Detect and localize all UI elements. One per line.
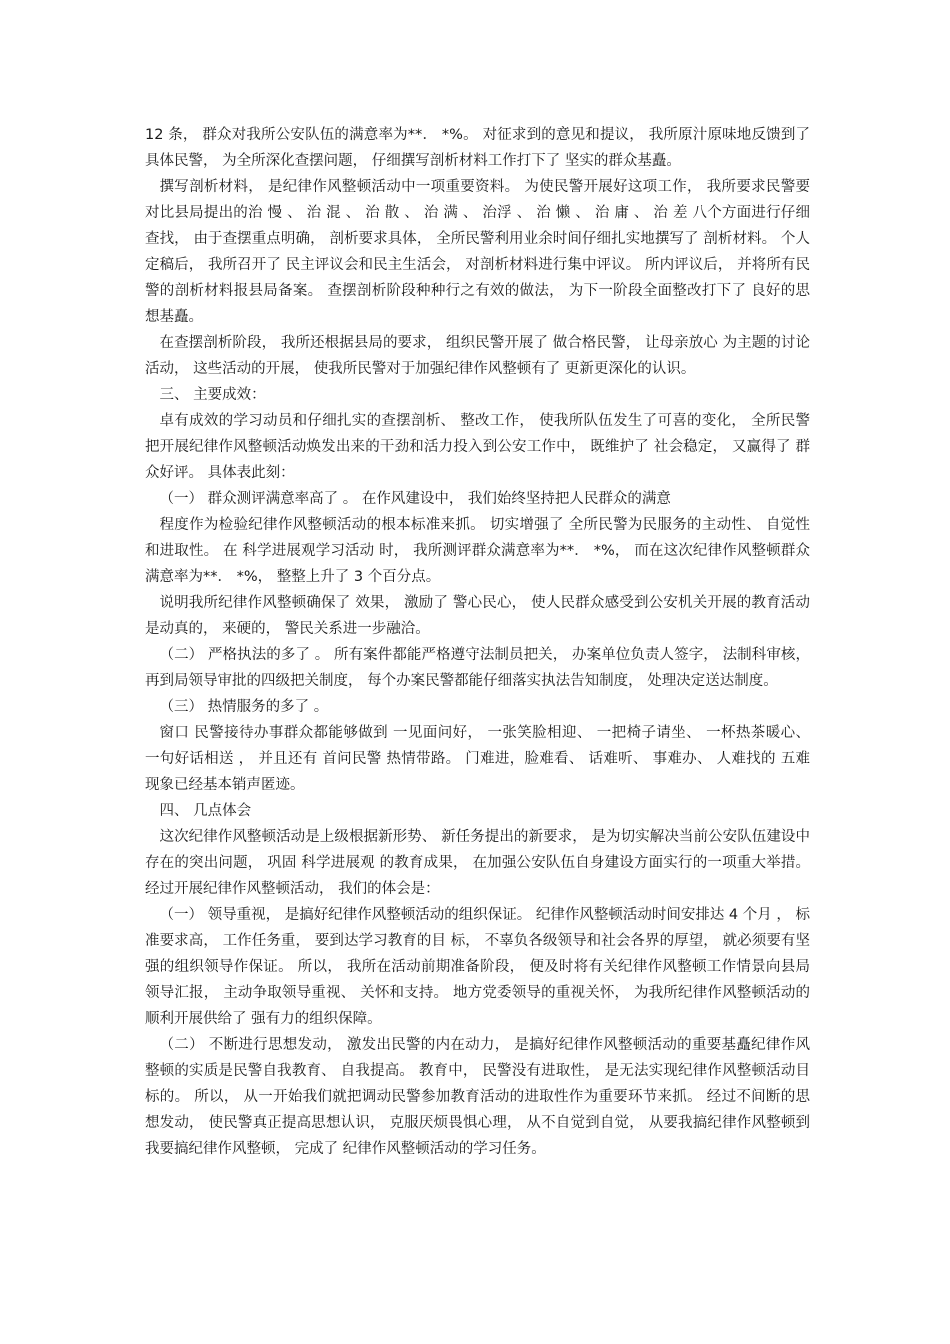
document-body [145, 122, 810, 1162]
paragraph-item-1-heading: （一） 群众测评满意率高了 。 在作风建设中， 我们始终坚持把人民群众的满意 [159, 491, 671, 507]
section-heading-experiences: 四、 几点体会 [159, 803, 252, 819]
paragraph-item-3-body: 窗口 民警接待办事群众都能够做到 一见面问好， 一张笑脸相迎、 一把椅子请坐、 一杯热茶暖心、 一句好话相送 ， 并且还有 首问民警 热情带路。 门难进，脸难看、 话难听、 事难办、 人难找的 五难 现象已经基本销声匿迹。 [145, 725, 810, 793]
section-heading-results: 三、 主要成效： [159, 387, 266, 403]
paragraph-item-2: （二） 严格执法的多了 。 所有案件都能严格遵守法制员把关， 办案单位负责人签字， 法制科审核， 再到局领导审批的四级把关制度， 每个办案民警都能仔细落实执法告知制度， 处理决定送达制度。 [145, 647, 810, 689]
paragraph-satisfaction-feedback: 12 条， 群众对我所公安队伍的满意率为**． *%。 对征求到的意见和提议， 我所原汁原味地反馈到了 具体民警， 为全所深化查摆问题， 仔细撰写剖析材料工作打下了 坚实的群众基矗。 [145, 127, 810, 169]
paragraph-results-intro: 卓有成效的学习动员和仔细扎实的查摆剖析、 整改工作， 使我所队伍发生了可喜的变化， 全所民警把开展纪律作风整顿活动焕发出来的干劲和活力投入到公安工作中， 既维护了 社会稳定， 又赢得了 群众好评。 具体表此刻： [145, 413, 810, 481]
paragraph-item-3-heading: （三） 热情服务的多了 。 [159, 699, 329, 715]
paragraph-writing-analysis: 撰写剖析材料， 是纪律作风整顿活动中一项重要资料。 为使民警开展好这项工作， 我所要求民警要对比县局提出的治 慢 、 治 混 、 治 散 、 治 满 、 治浮 、 治 懒 、 治 庸 、 治 差 八个方面进行仔细查找， 由于查摆重点明确， 剖析要求具体， 全所民警利用业余时间仔细扎实地撰写了 剖析材料。 个人定稿后， 我所召开了 民主评议会和民主生活会， 对剖析材料进行集中评议。 所内评议后， 并将所有民警的剖析材料报县局备案。 查摆剖析阶段种种行之有效的做法， 为下一阶段全面整改打下了 良好的思想基矗。 [145, 179, 810, 325]
paragraph-item-1-body: 程度作为检验纪律作风整顿活动的根本标准来抓。 切实增强了 全所民警为民服务的主动性、 自觉性和进取性。 在 科学进展观学习活动 时， 我所测评群众满意率为**． *%， 而在这次纪律作风整顿群众满意率为**． *%， 整整上升了 3 个百分点。 [145, 517, 810, 585]
paragraph-discussion-activity: 在查摆剖析阶段， 我所还根据县局的要求， 组织民警开展了 做合格民警， 让母亲放心 为主题的讨论活动， 这些活动的开展， 使我所民警对于加强纪律作风整顿有了 更新更深化的认识。 [145, 335, 810, 377]
paragraph-experience-1: （一） 领导重视， 是搞好纪律作风整顿活动的组织保证。 纪律作风整顿活动时间安排达 4 个月 ， 标准要求高， 工作任务重， 要到达学习教育的目 标， 不辜负各级领导和社会各界的厚望， 就必须要有坚强的组织领导作保证。 所以， 我所在活动前期准备阶段， 便及时将有关纪律作风整顿工作情景向县局领导汇报， 主动争取领导重视、 关怀和支持。 地方党委领导的重视关怀， 为我所纪律作风整顿活动的顺利开展供给了 强有力的组织保障。 [145, 907, 810, 1027]
paragraph-experience-2: （二） 不断进行思想发动， 激发出民警的内在动力， 是搞好纪律作风整顿活动的重要基矗纪律作风整顿的实质是民警自我教育、 自我提高。 教育中， 民警没有进取性， 是无法实现纪律作风整顿活动目 标的。 所以， 从一开始我们就把调动民警参加教育活动的进取性作为重要环节来抓。 经过不间断的思想发动， 使民警真正提高思想认识， 克服厌烦畏惧心理， 从不自觉到自觉， 从要我搞纪律作风整顿到我要搞纪律作风整顿， 完成了 纪律作风整顿活动的学习任务。 [145, 1037, 810, 1157]
paragraph-experiences-intro: 这次纪律作风整顿活动是上级根据新形势、 新任务提出的新要求， 是为切实解决当前公安队伍建设中存在的突出问题， 巩固 科学进展观 的教育成果， 在加强公安队伍自身建设方面实行的一项重大举措。 经过开展纪律作风整顿活动， 我们的体会是： [145, 829, 810, 897]
paragraph-item-1-conclusion: 说明我所纪律作风整顿确保了 效果， 激励了 警心民心， 使人民群众感受到公安机关开展的教育活动是动真的， 来硬的， 警民关系进一步融洽。 [145, 595, 810, 637]
